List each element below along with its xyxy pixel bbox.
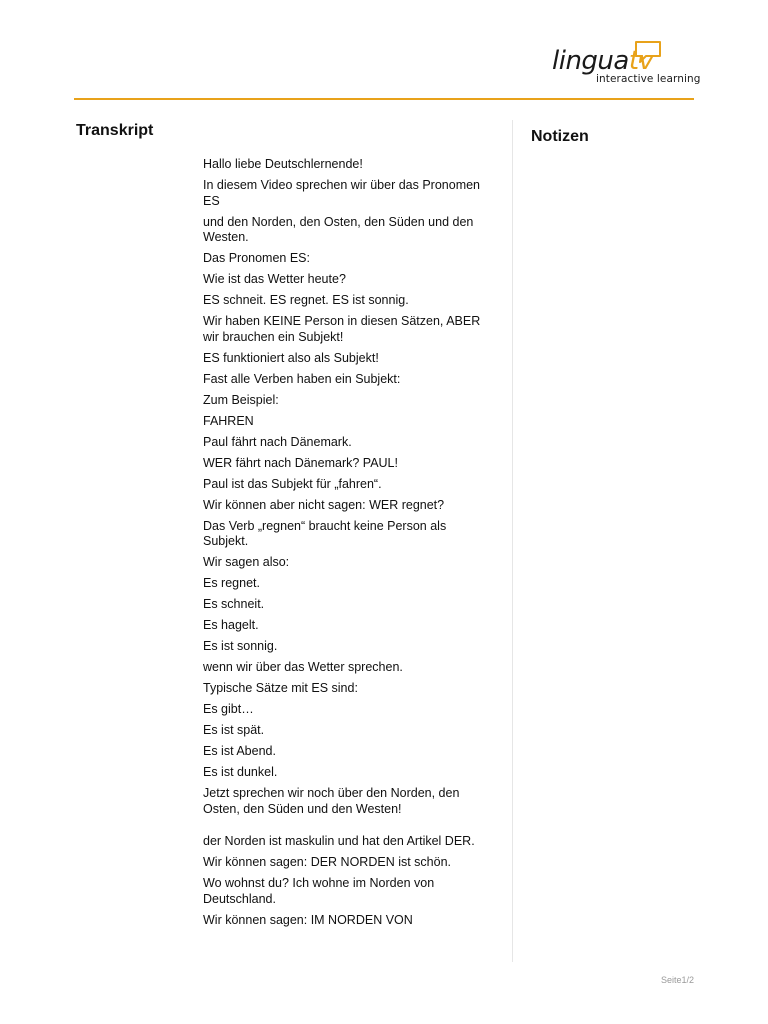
- transcript-line: Fast alle Verben haben ein Subjekt:: [203, 371, 401, 386]
- logo-tv: tv: [628, 46, 654, 76]
- transcript-line: Wir sagen also:: [203, 555, 290, 569]
- page-number: Seite1/2: [660, 975, 694, 985]
- column-divider: [512, 120, 513, 962]
- transcript-line: Hallo liebe Deutschlernende!: [203, 157, 363, 171]
- transcript-line: Wir können aber nicht sagen: WER regnet?: [203, 497, 445, 512]
- logo-wordmark: [552, 48, 653, 74]
- transcript-line: Das Verb „regnen“ braucht keine Person als Subjekt.: [203, 518, 447, 548]
- transcript-line: Es ist spät.: [203, 723, 265, 737]
- logo-tagline: interactive learning: [596, 73, 701, 85]
- transcript-line: ES schneit. ES regnet. ES ist sonnig.: [203, 293, 409, 307]
- transcript-line: FAHREN: [203, 413, 254, 428]
- transcript-line: Wir haben KEINE Person in diesen Sätzen, ABER wir brauchen ein Subjekt!: [203, 314, 481, 344]
- transcript-heading: Transkript: [76, 122, 154, 139]
- transcript-line: Es schneit.: [203, 597, 265, 611]
- transcript-line: der Norden ist maskulin und hat den Artikel DER.: [203, 834, 475, 848]
- transcript-line: wenn wir über das Wetter sprechen.: [203, 660, 403, 674]
- transcript-line: Es ist dunkel.: [203, 765, 278, 779]
- transcript-line: Wir können sagen: DER NORDEN ist schön.: [203, 855, 452, 869]
- transcript-line: Wir können sagen: IM NORDEN VON: [203, 912, 413, 927]
- transcript-line: Es hagelt.: [203, 618, 259, 632]
- transcript-line: und den Norden, den Osten, den Süden und den Westen.: [203, 214, 474, 244]
- transcript-line: Typische Sätze mit ES sind:: [203, 681, 358, 695]
- notes-heading: Notizen: [531, 128, 589, 145]
- transcript-line: Es gibt…: [203, 702, 254, 716]
- transcript-line: Jetzt sprechen wir noch über den Norden, den Osten, den Süden und den Westen!: [203, 786, 460, 816]
- transcript-line: Wie ist das Wetter heute?: [203, 272, 346, 286]
- logo-lingua: lingua: [552, 46, 629, 76]
- transcript-line: Zum Beispiel:: [203, 392, 279, 407]
- transcript-line: Es ist Abend.: [203, 744, 276, 758]
- transcript-line: Wo wohnst du? Ich wohne im Norden von Deutschland.: [203, 876, 435, 906]
- linguatv-logo: [552, 40, 702, 90]
- transcript-line: WER fährt nach Dänemark? PAUL!: [203, 455, 398, 470]
- transcript-line: Paul ist das Subjekt für „fahren“.: [203, 476, 382, 491]
- transcript-line: In diesem Video sprechen wir über das Pronomen ES: [203, 178, 481, 208]
- transcript-line: Es regnet.: [203, 576, 260, 590]
- transcript-lines: [203, 157, 493, 934]
- transcript-line: ES funktioniert also als Subjekt!: [203, 350, 379, 365]
- transcript-line: Das Pronomen ES:: [203, 251, 310, 265]
- header-rule: [74, 98, 694, 100]
- transcript-line: Paul fährt nach Dänemark.: [203, 434, 352, 449]
- transcript-line: Es ist sonnig.: [203, 639, 278, 653]
